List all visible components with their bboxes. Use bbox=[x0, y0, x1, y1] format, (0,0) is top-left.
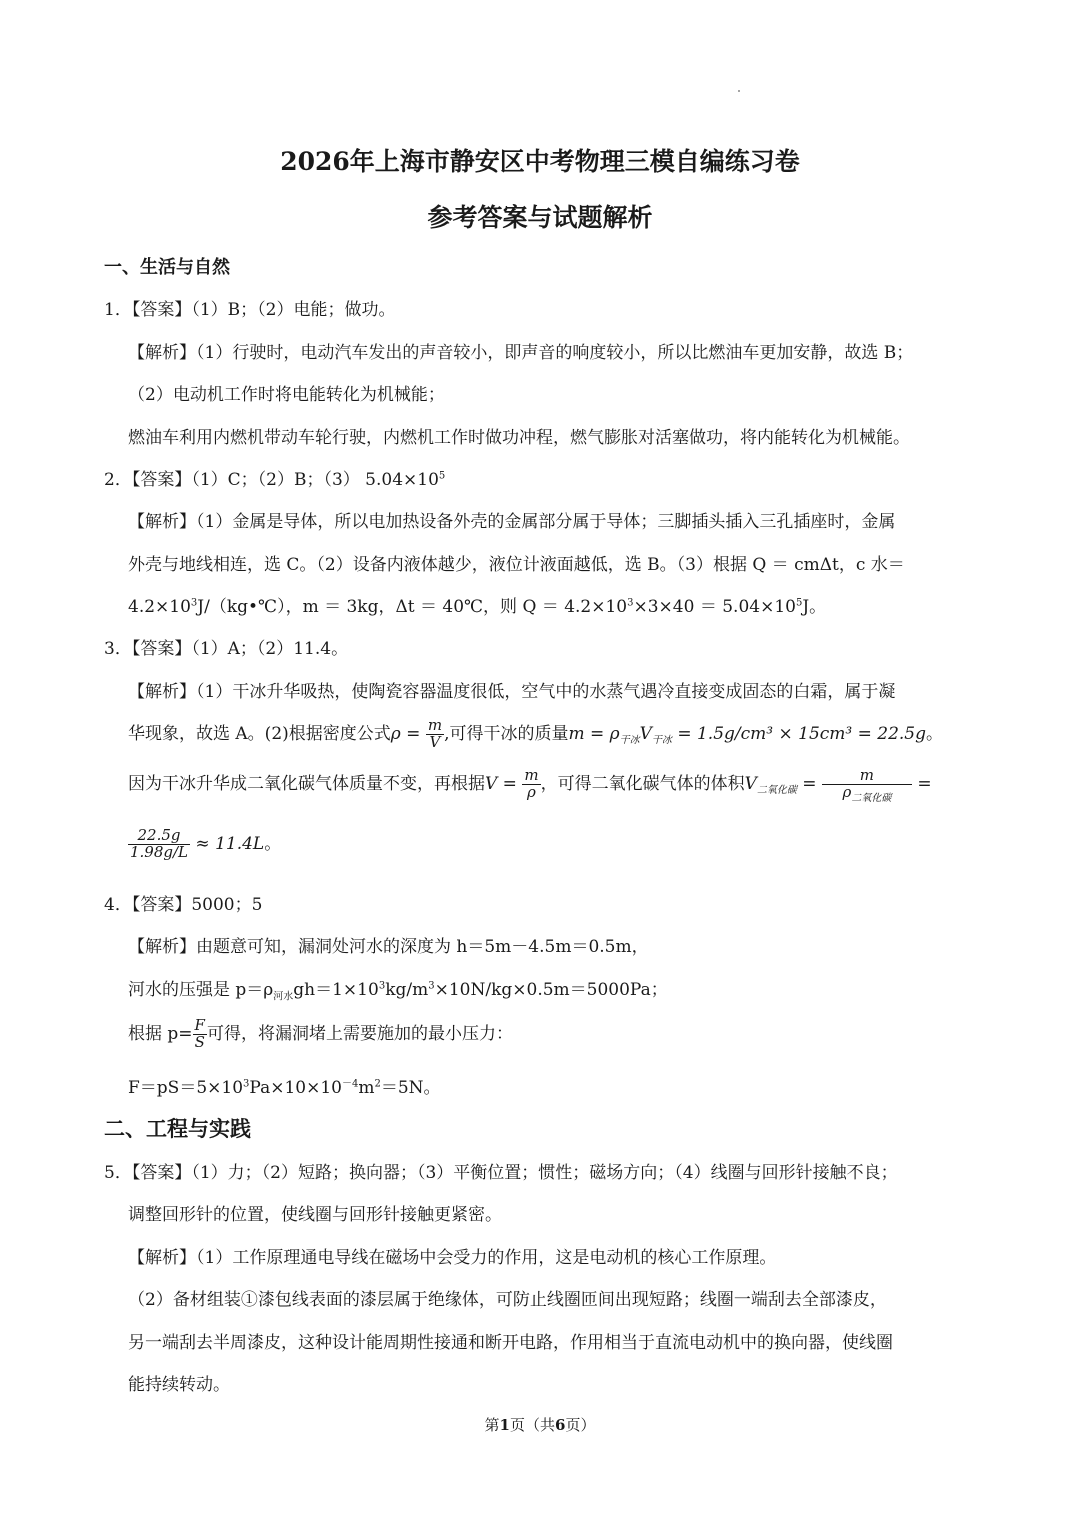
exp: 3 bbox=[378, 980, 386, 992]
analysis-2-a: 【解析】（1）金属是导体，所以电加热设备外壳的金属部分属于导体；三脚插头插入三孔插座时，金属 bbox=[128, 512, 896, 532]
footer-text: 页） bbox=[565, 1416, 596, 1434]
exp: 5 bbox=[795, 597, 803, 609]
text: Pa×10×10 bbox=[249, 1078, 342, 1098]
analysis-2-c bbox=[128, 592, 826, 617]
denominator bbox=[822, 782, 912, 804]
formula: V bbox=[639, 723, 652, 744]
analysis-5-d: 能持续转动。 bbox=[128, 1375, 230, 1395]
document-title: 2026年上海市静安区中考物理三模自编练习卷 bbox=[280, 147, 800, 176]
subscript: 河水 bbox=[273, 991, 294, 1003]
fraction-m-over-rho bbox=[522, 768, 540, 801]
formula: ρ = bbox=[390, 723, 421, 744]
text: ＝5N。 bbox=[380, 1078, 441, 1098]
text: ,可得干冰的质量 bbox=[444, 723, 569, 744]
document-subtitle: 参考答案与试题解析 bbox=[427, 203, 653, 232]
answer-5-b: 调整回形针的位置，使线圈与回形针接触更紧密。 bbox=[128, 1205, 502, 1225]
exp: 2 bbox=[374, 1078, 381, 1090]
text: F＝pS＝5×10 bbox=[128, 1078, 244, 1098]
text: 。 bbox=[264, 833, 282, 854]
exp: 3 bbox=[243, 1078, 250, 1090]
text: m bbox=[358, 1078, 375, 1098]
text: 因为干冰升华成二氧化碳气体质量不变，再根据 bbox=[128, 773, 485, 794]
answer-2 bbox=[104, 465, 445, 490]
scan-dot bbox=[738, 90, 740, 92]
rho: ρ bbox=[842, 782, 852, 801]
footer-text: 第 bbox=[484, 1416, 500, 1434]
subscript: 二氧化碳 bbox=[756, 785, 797, 797]
answer-2-exp: 5 bbox=[438, 470, 446, 482]
denominator: V bbox=[429, 732, 441, 751]
page-footer bbox=[0, 1414, 1080, 1435]
text: J。 bbox=[802, 597, 827, 617]
numerator: m bbox=[822, 768, 912, 785]
subscript: 二氧化碳 bbox=[851, 792, 892, 804]
fraction-mass-over-density bbox=[128, 828, 190, 861]
analysis-5-a: 【解析】（1）工作原理通电导线在磁场中会受力的作用，这是电动机的核心工作原理。 bbox=[128, 1248, 777, 1268]
analysis-5-b: （2）备材组装①漆包线表面的漆层属于绝缘体，可防止线圈匝间出现短路；线圈一端刮去全部漆皮， bbox=[128, 1290, 887, 1310]
analysis-3-a: 【解析】（1）干冰升华吸热，使陶瓷容器温度很低，空气中的水蒸气遇冷直接变成固态的白霜，属于凝 bbox=[128, 682, 896, 702]
answer-1: 1．【答案】（1）B；（2）电能；做功。 bbox=[104, 300, 396, 320]
numerator: m bbox=[427, 716, 443, 734]
numerator: F bbox=[194, 1016, 205, 1034]
text: 。 bbox=[926, 723, 944, 744]
fraction-m-over-v bbox=[426, 718, 444, 751]
subscript: 干冰 bbox=[619, 735, 640, 747]
text: J/（kg•℃），m ＝ 3kg，Δt ＝ 40℃，则 Q ＝ 4.2×10 bbox=[197, 597, 628, 617]
subscript: 干冰 bbox=[651, 735, 672, 747]
exp: 3 bbox=[627, 597, 634, 609]
text: 可得，将漏洞堵上需要施加的最小压力： bbox=[206, 1023, 513, 1044]
exp: －4 bbox=[341, 1078, 359, 1090]
denominator: S bbox=[194, 1032, 205, 1051]
footer-text: 页（共 bbox=[509, 1416, 555, 1434]
exp: 3 bbox=[190, 597, 198, 609]
formula: = 1.5g/cm³ × 15cm³ = 22.5g bbox=[671, 723, 927, 744]
answer-2-text: 2．【答案】（1）C；（2）B；（3） 5.04×10 bbox=[104, 470, 439, 490]
formula: V bbox=[744, 773, 757, 794]
text: 华现象，故选 A。(2)根据密度公式 bbox=[128, 723, 391, 744]
analysis-1-c: 燃油车利用内燃机带动车轮行驶，内燃机工作时做功冲程，燃气膨胀对活塞做功，将内能转化为机械能。 bbox=[128, 428, 910, 448]
analysis-4-a: 【解析】由题意可知，漏洞处河水的深度为 h＝5m－4.5m＝0.5m， bbox=[128, 937, 649, 957]
text: gh＝1×10 bbox=[293, 980, 379, 1000]
formula: m = ρ bbox=[568, 723, 620, 744]
fraction-f-over-s bbox=[193, 1018, 207, 1051]
analysis-1-a: 【解析】（1）行驶时，电动汽车发出的声音较小，即声音的响度较小，所以比燃油车更加安静，故选 B； bbox=[128, 343, 914, 363]
analysis-4-c bbox=[128, 1018, 513, 1051]
analysis-2-b: 外壳与地线相连，选 C。（2）设备内液体越少，液位计液面越低，选 B。（3）根据 Q ＝ cmΔt，c 水＝ bbox=[128, 555, 905, 575]
analysis-3-b bbox=[128, 718, 943, 751]
text: 4.2×10 bbox=[128, 597, 191, 617]
text: kg/m bbox=[385, 980, 429, 1000]
answer-3: 3．【答案】（1）A；（2）11.4。 bbox=[104, 639, 349, 659]
section-heading-one: 一、生活与自然 bbox=[104, 257, 230, 278]
text: ，可得二氧化碳气体的体积 bbox=[540, 773, 745, 794]
analysis-5-c: 另一端刮去半周漆皮，这种设计能周期性接通和断开电路，作用相当于直流电动机中的换向器，使线圈 bbox=[128, 1333, 893, 1353]
analysis-4-d bbox=[128, 1073, 441, 1098]
text: 河水的压强是 p＝ρ bbox=[128, 980, 274, 1000]
formula: = bbox=[911, 773, 932, 794]
denominator: ρ bbox=[527, 782, 536, 801]
analysis-3-d bbox=[128, 828, 281, 861]
text: ×10N/kg×0.5m＝5000Pa； bbox=[434, 980, 668, 1000]
fraction-m-over-rho-co2 bbox=[822, 766, 912, 804]
answer-4: 4．【答案】5000；5 bbox=[104, 895, 263, 915]
formula: ≈ 11.4L bbox=[190, 833, 265, 854]
numerator: 22.5g bbox=[128, 828, 190, 845]
section-heading-two: 二、工程与实践 bbox=[104, 1116, 251, 1141]
analysis-1-b: （2）电动机工作时将电能转化为机械能； bbox=[128, 385, 445, 405]
text: ×3×40 ＝ 5.04×10 bbox=[633, 597, 796, 617]
analysis-3-c bbox=[128, 766, 932, 804]
page-number: 1 bbox=[499, 1416, 510, 1434]
answer-5-a: 5．【答案】（1）力；（2）短路；换向器；（3）平衡位置；惯性；磁场方向；（4）线圈与回形针接触不良； bbox=[104, 1163, 898, 1183]
formula: = bbox=[796, 773, 817, 794]
page-total: 6 bbox=[555, 1416, 566, 1434]
formula: V = bbox=[485, 773, 517, 794]
text: 根据 p= bbox=[128, 1023, 193, 1044]
exp: 3 bbox=[428, 980, 435, 992]
denominator: 1.98g/L bbox=[130, 842, 189, 861]
analysis-4-b bbox=[128, 975, 668, 1003]
numerator: m bbox=[524, 766, 539, 784]
